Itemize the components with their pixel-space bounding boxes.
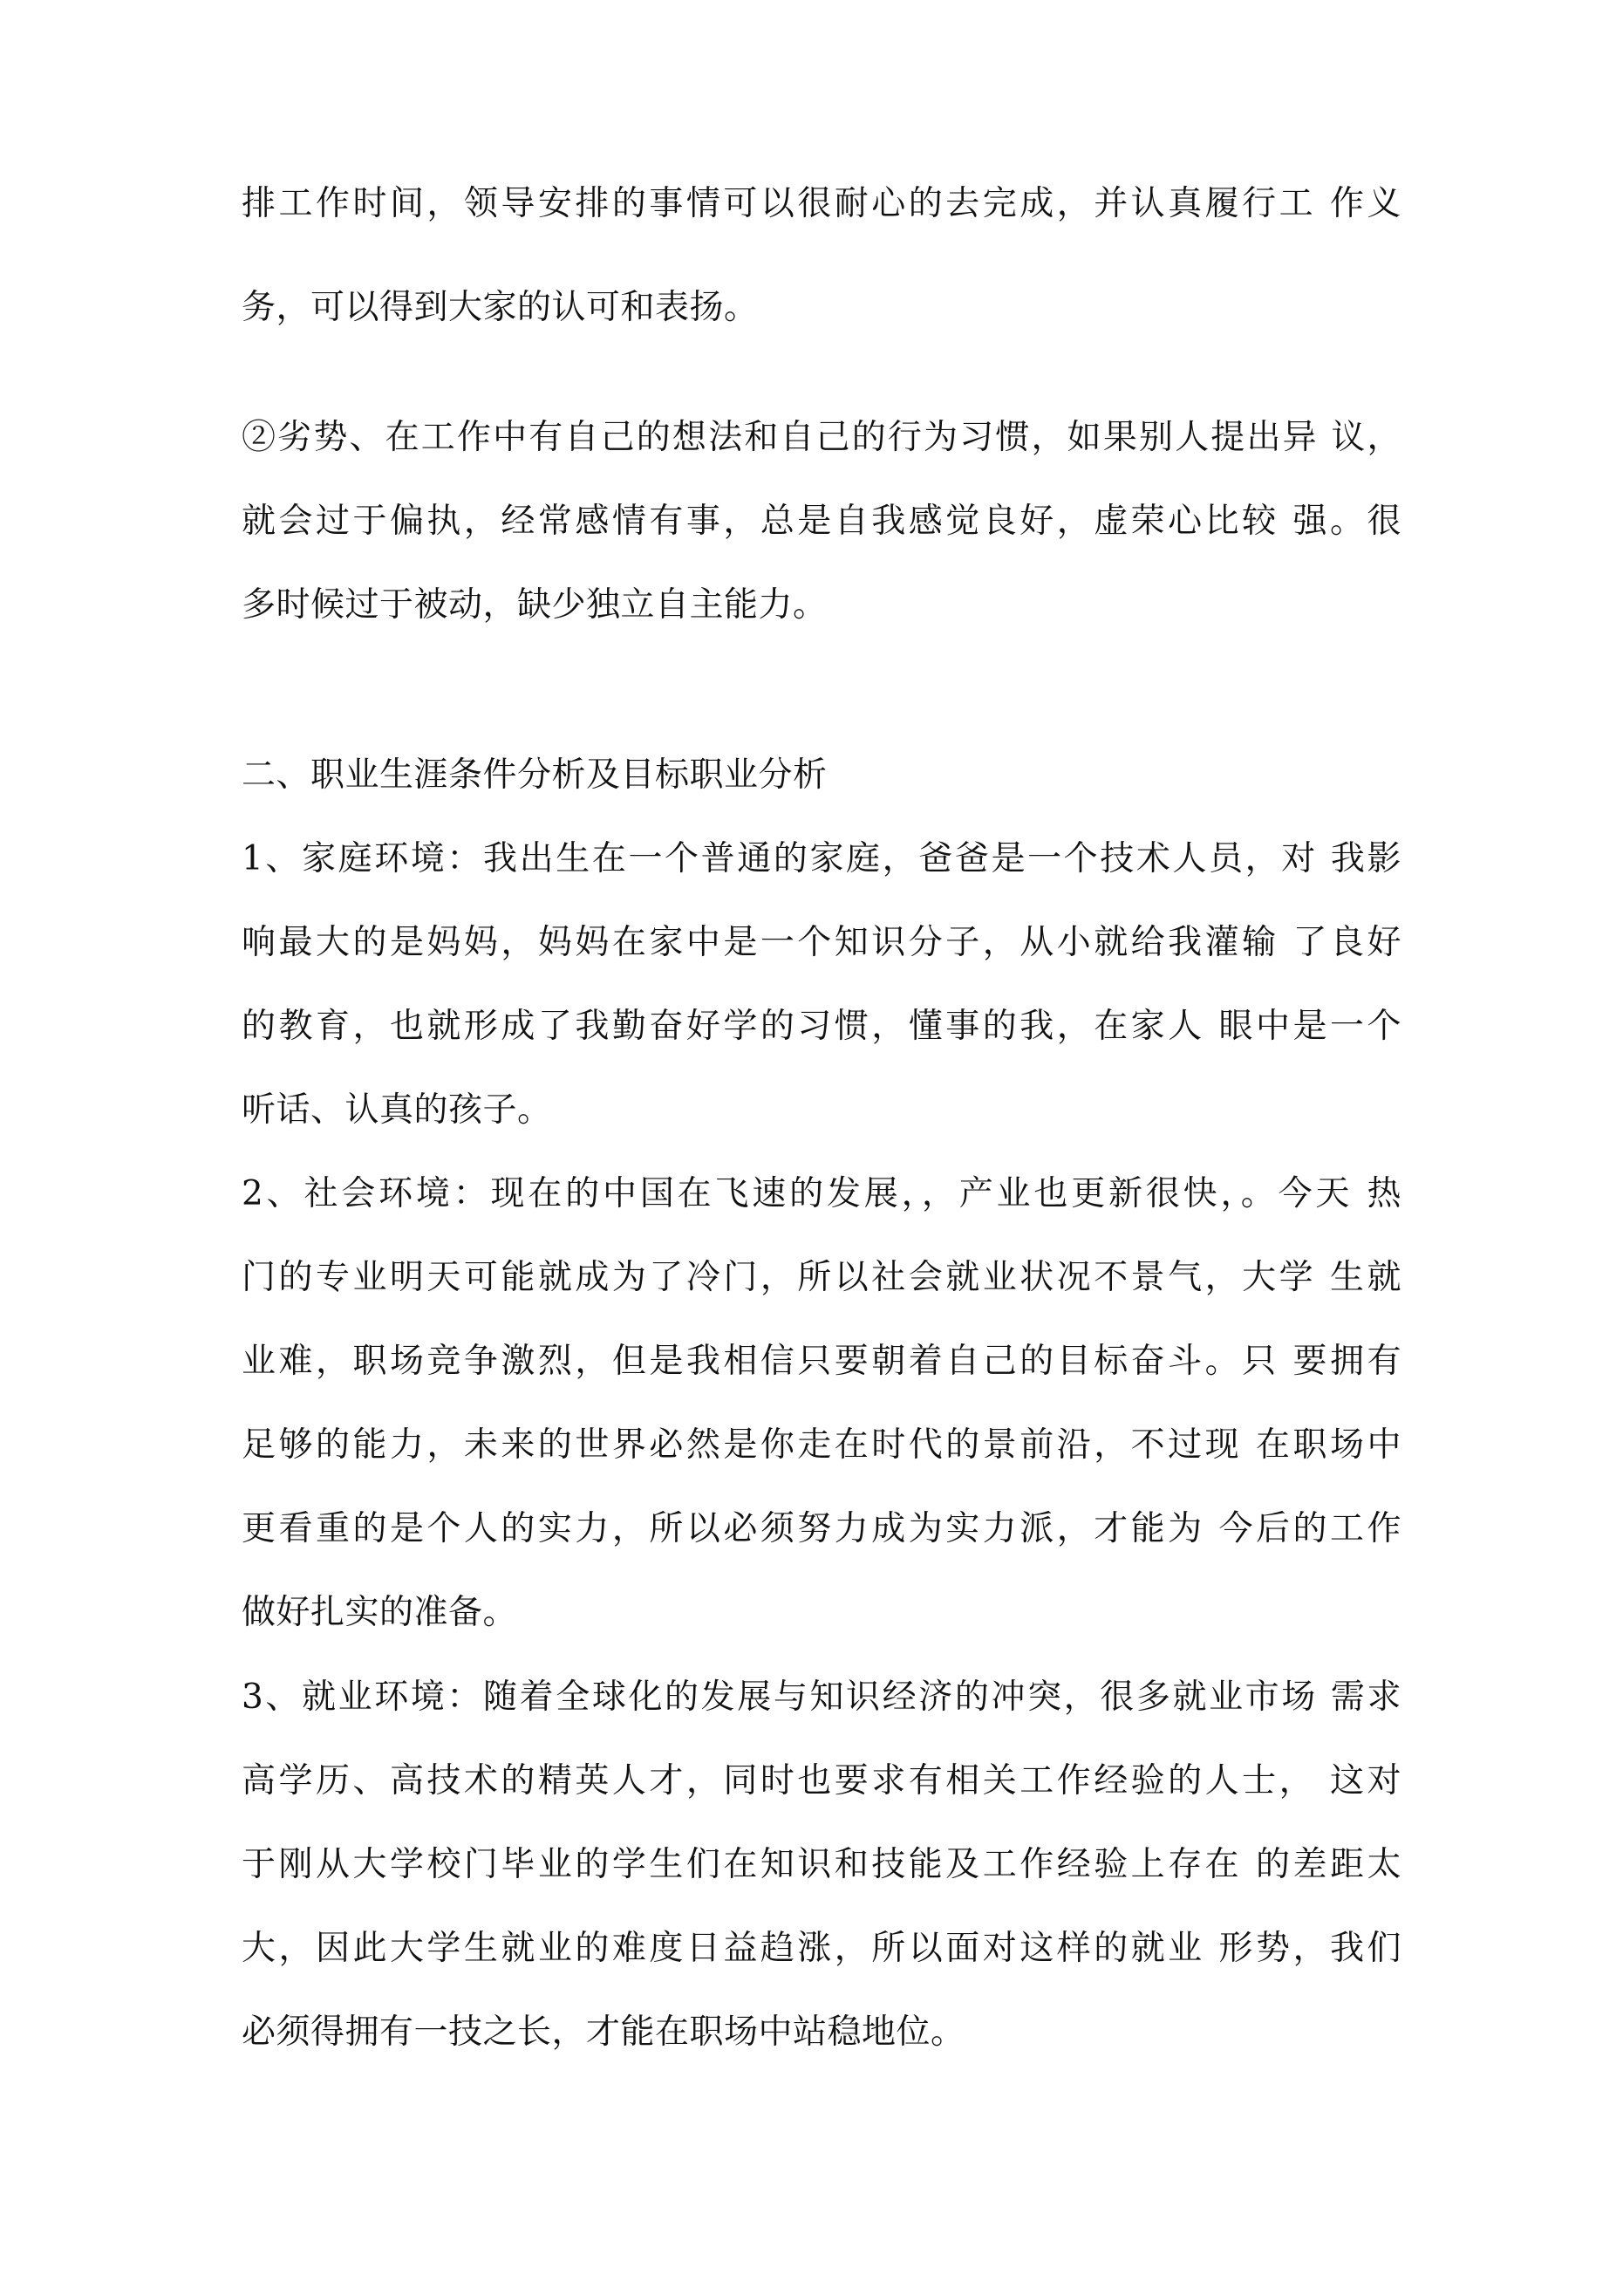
text-line: 排工作时间，领导安排的事情可以很耐心的去完成，并认真履行工 作义	[242, 184, 1401, 223]
text-line: 听话、认真的孩子。	[242, 1090, 552, 1130]
text-line: 大，因此大学生就业的难度日益趋涨，所以面对这样的就业 形势，我们	[242, 1929, 1401, 1968]
text-line: 更看重的是个人的实力，所以必须努力成为实力派，才能为 今后的工作	[242, 1509, 1401, 1548]
text-line: 足够的能力，未来的世界必然是你走在时代的景前沿，不过现 在职场中	[242, 1425, 1401, 1465]
text-line: 于刚从大学校门毕业的学生们在知识和技能及工作经验上存在 的差距太	[242, 1845, 1401, 1884]
text-line: 业难，职场竞争激烈，但是我相信只要朝着自己的目标奋斗。只 要拥有	[242, 1342, 1401, 1381]
text-line: 必须得拥有一技之长，才能在职场中站稳地位。	[242, 2012, 965, 2052]
text-line: 多时候过于被动，缺少独立自主能力。	[242, 585, 828, 625]
text-line: 务，可以得到大家的认可和表扬。	[242, 288, 759, 327]
text-line: 1、家庭环境：我出生在一个普通的家庭，爸爸是一个技术人员，对 我影	[242, 839, 1401, 878]
text-line: 就会过于偏执，经常感情有事，总是自我感觉良好，虚荣心比较 强。很	[242, 502, 1401, 541]
text-line: 高学历、高技术的精英人才，同时也要求有相关工作经验的人士， 这对	[242, 1761, 1401, 1801]
text-line: 的教育，也就形成了我勤奋好学的习惯，懂事的我，在家人 眼中是一个	[242, 1007, 1401, 1046]
text-line: 响最大的是妈妈，妈妈在家中是一个知识分子，从小就给我灌输 了良好	[242, 923, 1401, 962]
text-line: ②劣势、在工作中有自己的想法和自己的行为习惯，如果别人提出异 议，	[242, 418, 1401, 457]
text-line: 做好扎实的准备。	[242, 1593, 518, 1632]
section-heading: 二、职业生涯条件分析及目标职业分析	[242, 755, 828, 795]
text-line: 2、社会环境：现在的中国在飞速的发展，，产业也更新很快，。今天 热	[242, 1174, 1401, 1213]
text-line: 3、就业环境：随着全球化的发展与知识经济的冲突，很多就业市场 需求	[242, 1678, 1401, 1717]
text-line: 门的专业明天可能就成为了冷门，所以社会就业状况不景气，大学 生就	[242, 1258, 1401, 1297]
